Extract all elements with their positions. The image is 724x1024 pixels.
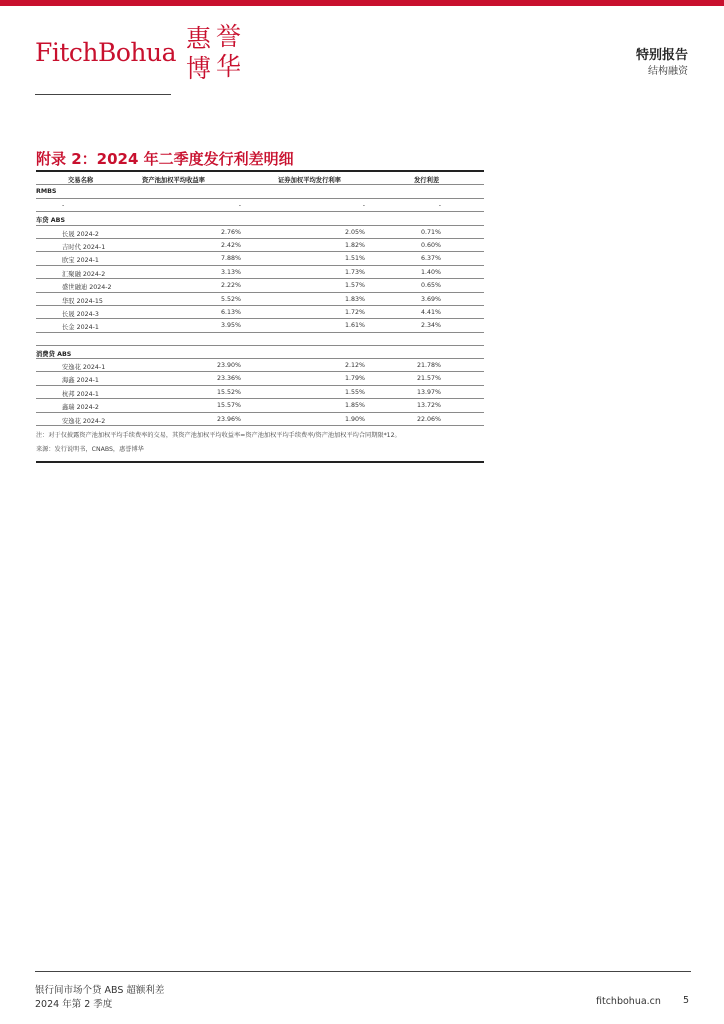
table-row [36, 293, 484, 306]
footer-report-period: 2024 年第 2 季度 [35, 999, 113, 1010]
pool-yield: 15.52% [216, 388, 241, 396]
group-label: 消费贷 ABS [36, 350, 72, 358]
table-row [36, 399, 484, 412]
issue-spread: 21.78% [416, 362, 441, 370]
issue-rate: 1.85% [344, 402, 365, 410]
col-header-name: 交易名称 [68, 177, 94, 184]
issue-spread: 4.41% [420, 308, 441, 316]
issue-spread: 1.40% [420, 268, 441, 276]
pool-yield: 7.88% [220, 255, 241, 263]
group-row [36, 185, 484, 198]
spread-table [36, 170, 484, 463]
top-accent-bar [0, 0, 724, 6]
issue-rate: 1.57% [344, 282, 365, 290]
deal-name: 吉时代 2024-1 [62, 243, 106, 251]
table-row [36, 226, 484, 239]
pool-yield: 3.13% [220, 268, 241, 276]
table-row [36, 279, 484, 292]
deal-name: 鑫瑞 2024-2 [62, 404, 99, 412]
table-header-row [36, 172, 484, 185]
issue-rate: 1.90% [344, 415, 365, 423]
deal-name: 长金 2024-1 [62, 324, 99, 332]
table-row [36, 199, 484, 212]
pool-yield: 2.42% [220, 241, 241, 249]
pool-yield: 2.22% [220, 282, 241, 290]
pool-yield: 23.36% [216, 375, 241, 383]
table-note: 注：对于仅披露资产池加权平均手续费率的交易，其资产池加权平均收益率=资产池加权平均手续费率/资产池加权平均合同期限*12。 [36, 432, 401, 440]
fitchbohua-logo: FitchBohua [35, 38, 177, 67]
issue-spread: 0.71% [420, 228, 441, 236]
deal-name: 欧宝 2024-1 [62, 257, 99, 265]
table-row [36, 306, 484, 319]
col-header-rate: 证券加权平均发行利率 [278, 177, 341, 184]
pool-yield: - [238, 201, 241, 209]
issue-spread: 21.57% [416, 375, 441, 383]
footer-divider [35, 971, 691, 972]
table-row [36, 266, 484, 279]
table-spacer-row [36, 333, 484, 346]
pool-yield: 23.90% [216, 362, 241, 370]
issue-rate: 1.72% [344, 308, 365, 316]
issue-rate: 2.05% [344, 228, 365, 236]
logo-divider [35, 94, 171, 95]
deal-name: 安逸花 2024-2 [62, 417, 106, 425]
report-type: 特别报告 [635, 48, 688, 63]
col-header-spread: 发行利差 [414, 177, 440, 184]
issue-rate: 1.61% [344, 322, 365, 330]
deal-name: - [62, 201, 65, 209]
deal-name: 海鑫 2024-1 [62, 377, 99, 385]
table-row [36, 413, 484, 426]
issue-spread: 13.97% [416, 388, 441, 396]
table-row [36, 386, 484, 399]
deal-name: 杭邦 2024-1 [62, 390, 99, 398]
footer-website-link[interactable]: fitchbohua.cn [596, 996, 661, 1007]
deal-name: 长晟 2024-3 [62, 310, 99, 318]
page-number: 5 [683, 995, 690, 1006]
group-label: RMBS [36, 188, 57, 196]
table-source: 来源：发行说明书，CNABS，惠誉博华 [36, 446, 144, 454]
issue-spread: 0.65% [420, 282, 441, 290]
issue-rate: 1.79% [344, 375, 365, 383]
table-row [36, 319, 484, 332]
table-row [36, 359, 484, 372]
pool-yield: 3.95% [220, 322, 241, 330]
deal-name: 盛世融迪 2024-2 [62, 284, 112, 292]
pool-yield: 2.76% [220, 228, 241, 236]
group-row [36, 346, 484, 359]
group-label: 车贷 ABS [36, 217, 65, 225]
issue-rate: 2.12% [344, 362, 365, 370]
deal-name: 华驭 2024-15 [62, 297, 103, 305]
deal-name: 汇聚融 2024-2 [62, 270, 106, 278]
issue-rate: - [362, 201, 365, 209]
seal-char: 华 [216, 52, 242, 81]
pool-yield: 15.57% [216, 402, 241, 410]
pool-yield: 23.96% [216, 415, 241, 423]
col-header-yield: 资产池加权平均收益率 [142, 177, 205, 184]
pool-yield: 5.52% [220, 295, 241, 303]
issue-rate: 1.51% [344, 255, 365, 263]
issue-spread: 3.69% [420, 295, 441, 303]
issue-rate: 1.82% [344, 241, 365, 249]
deal-name: 长晟 2024-2 [62, 230, 99, 238]
issue-rate: 1.83% [344, 295, 365, 303]
group-row [36, 212, 484, 225]
issue-spread: 6.37% [420, 255, 441, 263]
seal-char: 誉 [216, 22, 242, 51]
seal-char: 博 [186, 54, 212, 83]
issue-rate: 1.73% [344, 268, 365, 276]
footer-report-title: 银行间市场个贷 ABS 超额利差 [35, 985, 165, 996]
seal-logo [180, 24, 246, 86]
table-row [36, 239, 484, 252]
table-row [36, 372, 484, 385]
seal-char: 惠 [186, 24, 212, 53]
section-title: 附录 2：2024 年二季度发行利差明细 [36, 150, 294, 168]
table-row [36, 252, 484, 265]
issue-spread: - [438, 201, 441, 209]
issue-spread: 0.60% [420, 241, 441, 249]
issue-spread: 2.34% [420, 322, 441, 330]
issue-rate: 1.55% [344, 388, 365, 396]
pool-yield: 6.13% [220, 308, 241, 316]
deal-name: 安逸花 2024-1 [62, 364, 106, 372]
issue-spread: 13.72% [416, 402, 441, 410]
report-subtype: 结构融资 [648, 66, 688, 77]
table-notes [36, 426, 484, 463]
issue-spread: 22.06% [416, 415, 441, 423]
